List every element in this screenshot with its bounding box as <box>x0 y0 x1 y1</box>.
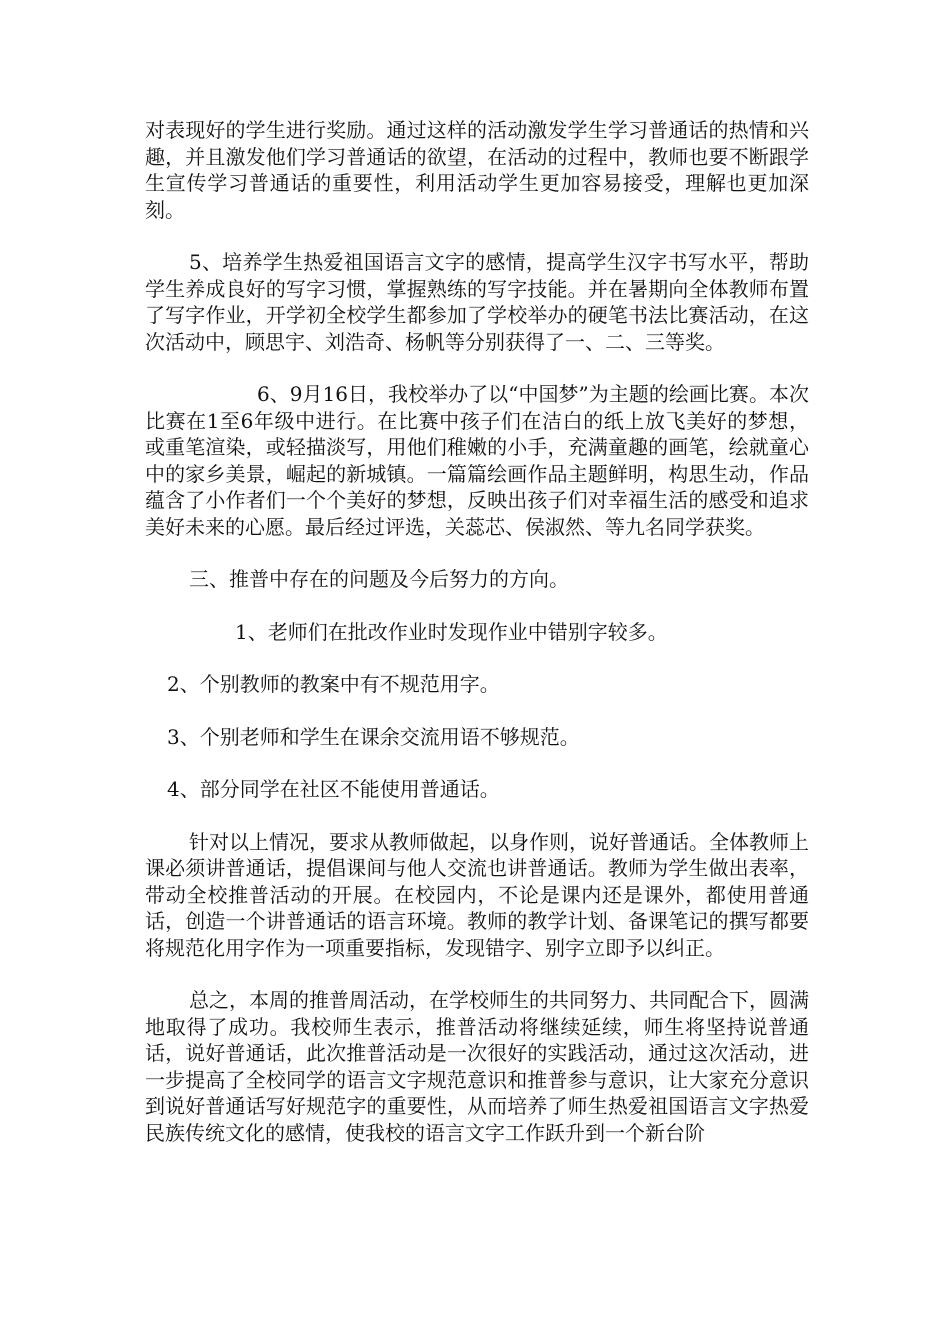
section-heading-problems: 三、推普中存在的问题及今后努力的方向。 <box>189 567 569 591</box>
paragraph-reward-continuation: 对表现好的学生进行奖励。通过这样的活动激发学生学习普通话的热情和兴趣，并且激发他们学习普通话的欲望，在活动的过程中，教师也要不断跟学生宣传学习普通话的重要性，利用活动学生更加容易接受，理解也更加深刻。 <box>145 118 809 222</box>
paragraph-countermeasures: 针对以上情况，要求从教师做起，以身作则，说好普通话。全体教师上课必须讲普通话，提倡课间与他人交流也讲普通话。教师为学生做出表率，带动全校推普活动的开展。在校园内，不论是课内还是课外，都使用普通话，创造一个讲普通话的语言环境。教师的教学计划、备课笔记的撰写都要将规范化用字作为一项重要指标，发现错字、别字立即予以纠正。 <box>145 829 809 960</box>
problem-item-1: 1、老师们在批改作业时发现作业中错别字较多。 <box>235 619 668 644</box>
problem-item-3: 3、个别老师和学生在课余交流用语不够规范。 <box>167 724 580 749</box>
problem-item-2: 2、个别教师的教案中有不规范用字。 <box>167 672 500 696</box>
paragraph-conclusion: 总之，本周的推普周活动，在学校师生的共同努力、共同配合下，圆满地取得了成功。我校师生表示，推普活动将继续延续，师生将坚持说普通话，说好普通话，此次推普活动是一次很好的实践活动，通过这次活动，进一步提高了全校同学的语言文字规范意识和推普参与意识，让大家充分意识到说好普通话写好规范字的重要性，从而培养了师生热爱祖国语言文字热爱民族传统文化的感情，使我校的语言文字工作跃升到一个新台阶 <box>145 988 809 1145</box>
paragraph-item-6-painting: 6、9月16日，我校举办了以“中国梦”为主题的绘画比赛。本次比赛在1至6年级中进行。在比赛中孩子们在洁白的纸上放飞美好的梦想，或重笔渲染，或轻描淡写，用他们稚嫩的小手，充满童趣的画笔，绘就童心中的家乡美景，崛起的新城镇。一篇篇绘画作品主题鲜明，构思生动，作品蕴含了小作者们一个个美好的梦想，反映出孩子们对幸福生活的感受和追求美好未来的心愿。最后经过评选，关蕊芯、侯淑然、等九名同学获奖。 <box>145 382 809 539</box>
document-body <box>145 117 809 1146</box>
problem-item-4: 4、部分同学在社区不能使用普通话。 <box>167 777 500 801</box>
paragraph-item-5-handwriting: 5、培养学生热爱祖国语言文字的感情，提高学生汉字书写水平，帮助学生养成良好的写字习惯，掌握熟练的写字技能。并在暑期向全体教师布置了写字作业，开学初全校学生都参加了学校举办的硬笔书法比赛活动，在这次活动中，顾思宇、刘浩奇、杨帆等分别获得了一、二、三等奖。 <box>145 250 809 354</box>
